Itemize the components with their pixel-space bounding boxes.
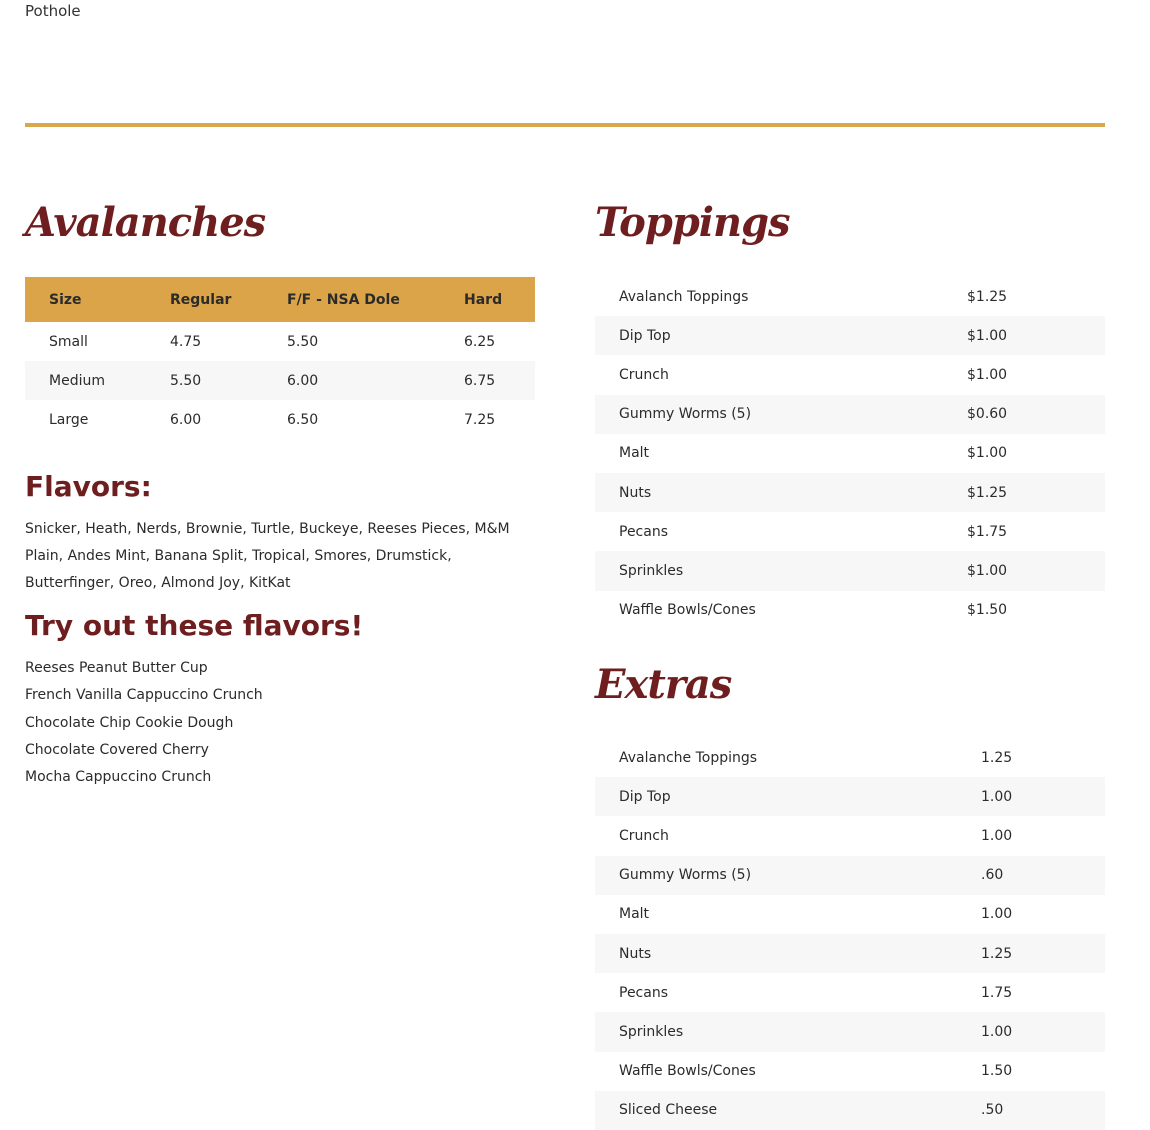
table-row [595,473,1105,512]
item-price: $0.60 [967,406,1008,423]
table-row [595,551,1105,590]
item-name: Dip Top [619,327,671,344]
item-price: 1.00 [981,788,1013,805]
item-price: $1.75 [967,523,1008,540]
item-name: Crunch [619,827,669,844]
item-price: $1.00 [967,562,1008,579]
item-name: Malt [619,445,650,462]
table-row [595,1091,1105,1130]
table-row [595,1012,1105,1051]
tryout-heading: Try out these flavors! [25,609,364,642]
list-item: Chocolate Chip Cookie Dough [25,714,234,731]
table-row [595,856,1105,895]
table-cell: 6.25 [464,333,496,350]
table-row [595,973,1105,1012]
table-row [595,277,1105,316]
item-name: Pecans [619,523,668,540]
item-name: Crunch [619,366,669,383]
table-cell: 5.50 [287,333,319,350]
item-name: Waffle Bowls/Cones [619,602,756,619]
table-cell: 5.50 [170,372,202,389]
divider-rule [25,123,1105,127]
item-price: $1.50 [967,602,1008,619]
item-name: Sliced Cheese [619,1102,718,1119]
toppings-table [595,277,1105,630]
item-name: Waffle Bowls/Cones [619,1063,756,1080]
extras-heading: Extras [595,661,732,708]
item-price: 1.25 [981,945,1013,962]
toppings-heading: Toppings [595,199,790,246]
table-cell: 6.00 [287,372,319,389]
item-price: $1.25 [967,288,1008,305]
list-item: Chocolate Covered Cherry [25,741,209,758]
table-row [25,361,535,400]
item-price: $1.00 [967,327,1008,344]
avalanches-heading: Avalanches [25,199,266,246]
item-price: .50 [981,1102,1004,1119]
table-cell: Medium [49,372,105,389]
item-name: Sprinkles [619,562,684,579]
flavors-heading: Flavors: [25,470,152,503]
item-name: Pecans [619,984,668,1001]
item-price: $1.25 [967,484,1008,501]
item-price: 1.50 [981,1063,1013,1080]
table-row [25,400,535,439]
header-size: Size [49,291,82,308]
table-row [595,777,1105,816]
header-hard: Hard [464,291,503,308]
item-price: 1.00 [981,1023,1013,1040]
item-price: 1.25 [981,749,1013,766]
top-text: Pothole [25,2,81,20]
item-name: Dip Top [619,788,671,805]
list-item: French Vanilla Cappuccino Crunch [25,687,263,704]
table-row [595,591,1105,630]
item-price: .60 [981,867,1004,884]
tryout-list [25,655,525,791]
table-row [595,395,1105,434]
item-name: Gummy Worms (5) [619,406,752,423]
table-cell: 7.25 [464,411,496,428]
item-price: $1.00 [967,445,1008,462]
item-price: 1.00 [981,906,1013,923]
list-item: Reeses Peanut Butter Cup [25,660,208,676]
table-cell: 6.00 [170,411,202,428]
table-row [595,895,1105,934]
item-price: 1.00 [981,827,1013,844]
table-row [25,322,535,361]
table-row [595,316,1105,355]
table-cell: 4.75 [170,333,202,350]
list-item: Mocha Cappuccino Crunch [25,769,212,786]
item-name: Avalanche Toppings [619,749,758,766]
table-row [595,512,1105,551]
table-cell: Small [49,333,88,350]
item-price: 1.75 [981,984,1013,1001]
header-ff-nsa-dole: F/F - NSA Dole [287,291,400,308]
table-row [595,738,1105,777]
item-name: Sprinkles [619,1023,684,1040]
table-row [595,934,1105,973]
extras-table [595,738,1105,1130]
item-price: $1.00 [967,366,1008,383]
table-cell: 6.50 [287,411,319,428]
table-cell: Large [49,411,89,428]
table-cell: 6.75 [464,372,496,389]
item-name: Nuts [619,484,652,501]
avalanches-table [25,277,535,439]
table-row [595,1052,1105,1091]
table-row [595,434,1105,473]
item-name: Avalanch Toppings [619,288,749,305]
table-row [595,816,1105,855]
flavors-list-text: Snicker, Heath, Nerds, Brownie, Turtle, Buckeye, Reeses Pieces, M&M Plain, Andes Mint, Banana Split, Tropical, Smores, Drumstick, Butterfinger, Oreo, Almond Joy, KitKat [25,521,510,591]
table-row [595,355,1105,394]
avalanches-table-header [25,277,535,322]
header-regular: Regular [170,291,232,308]
item-name: Malt [619,906,650,923]
item-name: Gummy Worms (5) [619,867,752,884]
item-name: Nuts [619,945,652,962]
